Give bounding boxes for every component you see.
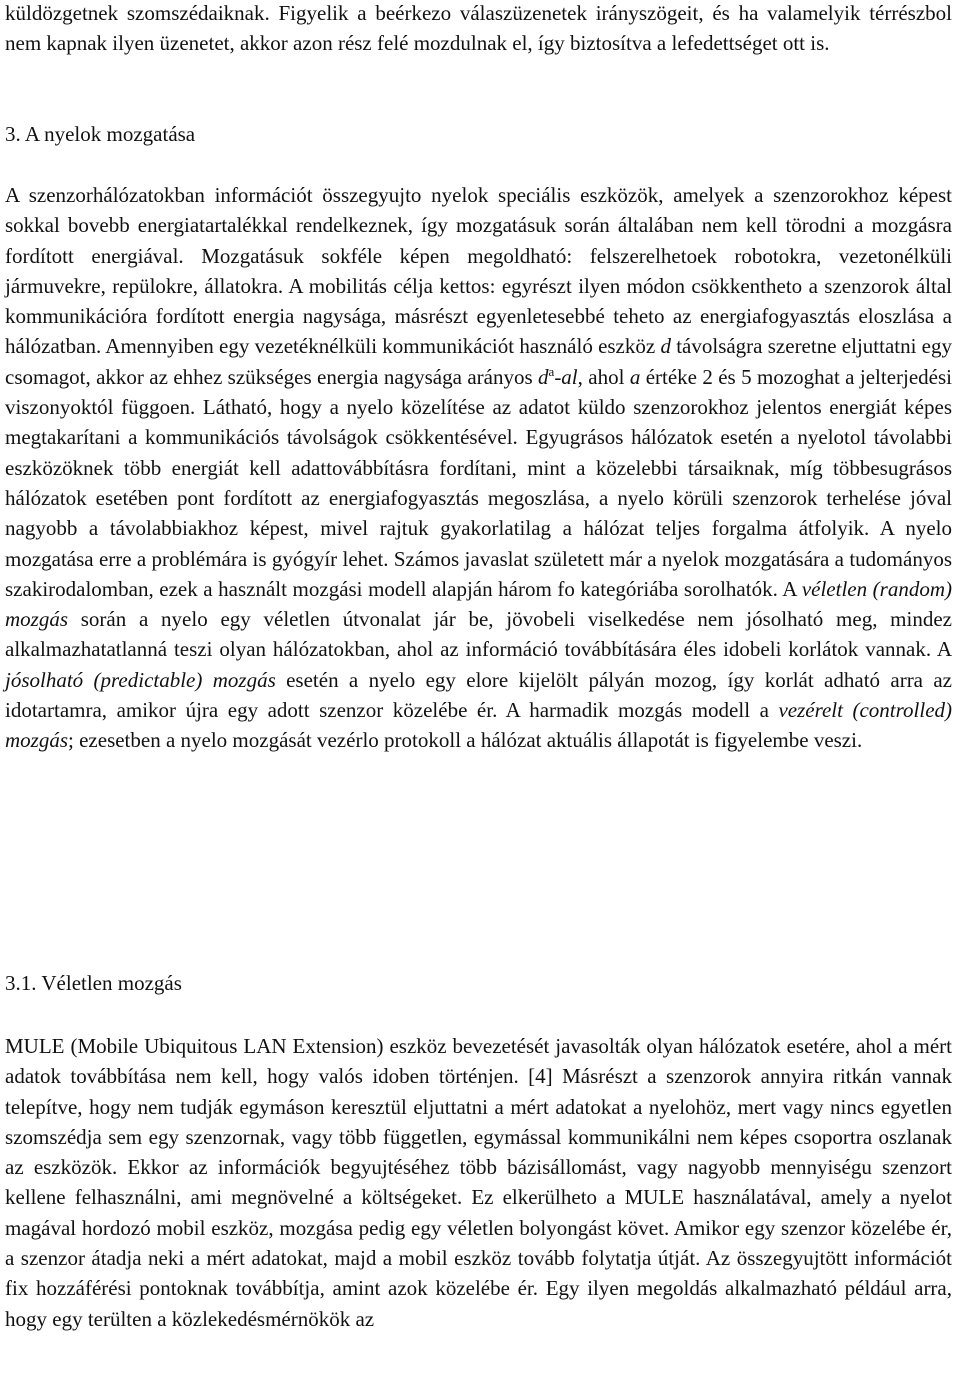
term-random-motion: véletlen (random) mozgás bbox=[5, 576, 952, 632]
math-variable-d: d bbox=[660, 334, 671, 359]
math-variable-alpha: a bbox=[629, 364, 641, 389]
section-heading-3: 3. A nyelok mozgatása bbox=[5, 122, 196, 146]
text-run: A szenzorhálózatokban információt összegyujto nyelok speciális eszközök, amelyek a szenzorokhoz képest sokkal bovebb energiatartalékkal rendelkeznek, így mozgatásuk során általában nem kell törodni a mozgásra fordított energiával. Mozgatásuk sokféle képen megoldható: felszerelhetoek robotokra, vezetonélküli jármuvekre, repülokre, állatokra. A mobilitás célja kettos: egyrészt ilyen módon csökkentheto a szenzorok által kommunikációra fordított energia nagysága, másrészt egyenletesebbé teheto az energiafogyasztás eloszlása a hálózatban. Amennyiben egy vezetéknélküli kommunikációt használó eszköz bbox=[5, 183, 952, 359]
text-run: távolságra szeretne eljuttatni egy csomagot, akkor az ehhez szükséges energia nagysága arányos bbox=[5, 334, 953, 389]
text-run: ; ezesetben a nyelo mozgását vezérlo protokoll a hálózat aktuális állapotát is figyelembe veszi. bbox=[68, 728, 863, 753]
term-controlled-motion: vezérelt (controlled) mozgás bbox=[5, 698, 953, 753]
paragraph-intro: küldözgetnek szomszédaiknak. Figyelik a beérkezo válaszüzenetek irányszögeit, és ha valamelyik térrészbol nem kapnak ilyen üzenetet, akkor azon rész felé mozdulnak el, így biztosítva a lefedettséget ott is. bbox=[5, 1, 952, 56]
text-run: esetén a nyelo egy elore kijelölt pályán mozog, így korlát adható arra az idotartamra, amikor újra egy adott szenzor közelébe ér. A harmadik mozgás modell a bbox=[5, 667, 952, 723]
math-variable-d: d bbox=[538, 364, 549, 389]
term-predictable-motion: jósolható (predictable) mozgás bbox=[5, 667, 276, 692]
section-heading-3-1: 3.1. Véletlen mozgás bbox=[5, 971, 182, 995]
text-run: , ahol bbox=[577, 364, 630, 389]
math-exponent-alpha: a bbox=[548, 363, 555, 379]
text-run: értéke 2 és 5 mozoghat a jelterjedési viszonyoktól függoen. Látható, hogy a nyelo közelítése az adatot küldo szenzorokhoz jelentos energiát képes megtakarítani a kommunikációs távolságok csökkentésével. Egyugrásos hálózatok esetén a nyelotol távolabbi eszközöknek több energiát kell adattovábbításra fordítani, mint a közelebbi társaiknak, míg többesugrásos hálózatok esetében pont fordított az energiafogyasztás megoszlása, a nyelo körüli szenzorok terhelése jóval nagyobb a távolabbiakhoz képest, mivel rajtuk gyakorlatilag a hálózat teljes forgalma átfolyik. A nyelo mozgatása erre a problémára is gyógyír lehet. Számos javaslat született már a nyelok mozgatására a tudományos szakirodalomban, ezek a használt mozgási modell alapján három fo kategóriába sorolhatók. A bbox=[5, 364, 953, 601]
paragraph-sink-mobility bbox=[5, 180, 952, 756]
text-run-suffix: -al bbox=[554, 364, 578, 389]
paragraph-mule: MULE (Mobile Ubiquitous LAN Extension) eszköz bevezetését javasolták olyan hálózatok esetére, ahol a mért adatok továbbítása nem kell, hogy valós idoben történjen. [4] Másrészt a szenzorok annyira ritkán vannak telepítve, hogy nem tudják egymáson keresztül eljuttatni a mért adatokat a nyelohöz, mert vagy nincs egyetlen szomszédja sem egy szenzornak, vagy több független, egymással kommunikálni nem képes csoportra oszlanak az eszközök. Ekkor az információk begyujtéséhez több bázisállomást, vagy nagyobb mennyiségu szenzort kellene felhasználni, ami megnövelné a költségeket. Ez elkerülheto a MULE használatával, amely a nyelot magával hordozó mobil eszköz, mozgása pedig egy véletlen bolyongást követ. Amikor egy szenzor közelébe ér, a szenzor átadja neki a mért adatokat, majd a mobil eszköz tovább folytatja útját. Az összegyujtött információt fix hozzáférési pontoknak továbbítja, amint azok közelébe ér. Egy ilyen megoldás alkalmazható például arra, hogy egy terülten a közlekedésmérnökök az bbox=[5, 1034, 952, 1331]
text-run: során a nyelo egy véletlen útvonalat jár be, jövobeli viselkedése nem jósolható meg, mindez alkalmazhatatlanná teszi olyan hálózatokban, ahol az információ továbbítására éles idobeli korlátok vannak. A bbox=[5, 607, 952, 662]
